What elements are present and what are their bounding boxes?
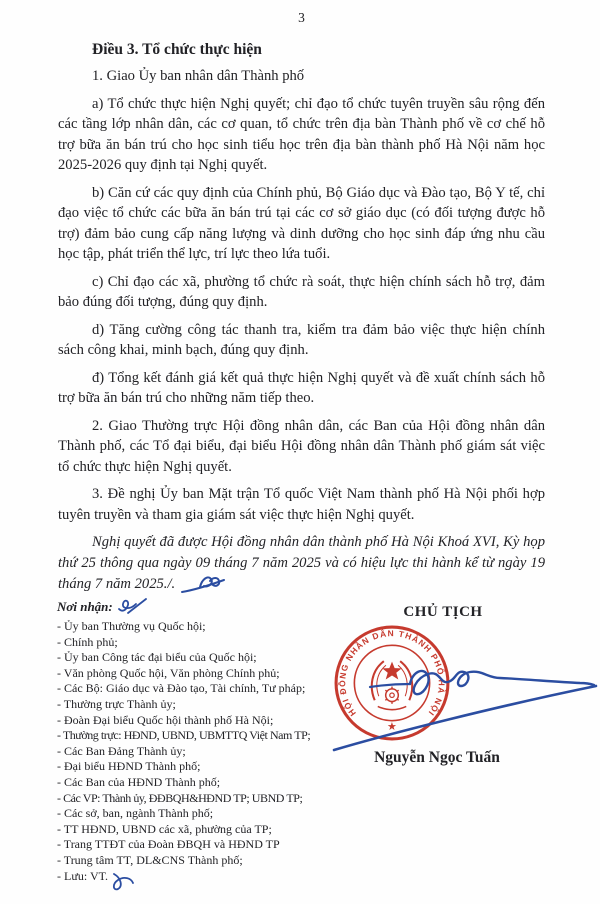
body-paragraph: b) Căn cứ các quy định của Chính phủ, Bộ Giáo dục và Đào tạo, Bộ Y tế, chỉ đạo việc tổ chức các bữa ăn bán trú tại các cơ sở giáo dục (có đối tượng được hỗ trợ) đảm bảo cung cấp năng lượng và dinh dưỡng cho học sinh đáp ứng nhu cầu học tập, phát triển thể lực, trí lực theo lứa tuổi. — [58, 184, 545, 262]
seal-star-icon: ★ — [386, 720, 398, 733]
recipient-item: - Văn phòng Quốc hội, Văn phòng Chính phủ; — [57, 665, 280, 680]
closing-text: Nghị quyết đã được Hội đồng nhân dân thành phố Hà Nội Khoá XVI, Kỳ họp thứ 25 thông qua ngày 09 tháng 7 năm 2025 và có hiệu lực thi hành kể từ ngày 19 tháng 7 năm 2025./. — [58, 534, 545, 592]
body-paragraph: 3. Đề nghị Ủy ban Mặt trận Tổ quốc Việt Nam thành phố Hà Nội phối hợp tuyên truyền và tham gia giám sát việc thực hiện Nghị quyết. — [58, 486, 545, 523]
signer-name: Nguyễn Ngọc Tuấn — [374, 749, 500, 766]
recipient-item: - Ủy ban Công tác đại biểu của Quốc hội; — [57, 650, 257, 665]
body-paragraph: đ) Tổng kết đánh giá kết quả thực hiện Nghị quyết và đề xuất chính sách hỗ trợ bữa ăn bán trú cho những năm tiếp theo. — [58, 369, 545, 406]
recipient-item: - Các Ban Đảng Thành ủy; — [57, 743, 186, 758]
recipients-label: Nơi nhận: — [57, 599, 113, 614]
recipient-item-text: - Lưu: VT. — [57, 868, 109, 883]
recipient-item: - Các Bộ: Giáo dục và Đào tạo, Tài chính, Tư pháp; — [57, 681, 306, 696]
body-paragraph: 1. Giao Ủy ban nhân dân Thành phố — [92, 68, 305, 84]
recipients-list — [57, 619, 357, 893]
page-number: 3 — [298, 10, 305, 25]
signer-title: CHỦ TỊCH — [403, 604, 483, 620]
recipients-block — [57, 597, 357, 893]
body-paragraph: d) Tăng cường công tác thanh tra, kiểm tra đảm bảo việc thực hiện chính sách công khai, minh bạch, đúng quy định. — [58, 321, 545, 358]
recipient-item: - Thường trực Thành ủy; — [57, 696, 176, 711]
recipient-item — [57, 869, 357, 893]
recipient-item: - Các VP: Thành ủy, ĐĐBQH&HĐND TP; UBND TP; — [57, 790, 303, 805]
recipient-item: - Ủy ban Thường vụ Quốc hội; — [57, 619, 206, 633]
recipient-item: - TT HĐND, UBND các xã, phường của TP; — [57, 821, 272, 836]
recipients-label-row — [57, 597, 357, 616]
recipient-item: - Các Ban của HĐND Thành phố; — [57, 774, 221, 789]
body-paragraph: a) Tổ chức thực hiện Nghị quyết; chỉ đạo tổ chức tuyên truyền sâu rộng đến các tầng lớp nhân dân, các cơ quan, tổ chức trên địa bàn Thành phố về cơ chế hỗ trợ bữa ăn bán trú cho học sinh tiểu học trên địa bàn thành phố Hà Nội năm học 2025-2026 quy định tại Nghị quyết. — [58, 95, 545, 173]
body-paragraph: c) Chỉ đạo các xã, phường tổ chức rà soát, thực hiện chính sách hỗ trợ, đảm bảo đúng đối tượng, đúng quy định. — [58, 273, 545, 310]
handwritten-flourish-icon — [109, 871, 137, 893]
recipient-item: - Trang TTĐT của Đoàn ĐBQH và HĐND TP — [57, 837, 280, 852]
seal-circular-text: HỘI ĐỒNG NHÂN DÂN THÀNH PHỐ HÀ NỘI — [337, 628, 447, 719]
closing-paragraph — [58, 532, 545, 595]
recipient-item: - Các sở, ban, ngành Thành phố; — [57, 806, 214, 821]
handwritten-initial-icon — [180, 573, 226, 595]
recipient-item: - Chính phủ; — [57, 634, 118, 649]
recipient-item: - Đại biểu HĐND Thành phố; — [57, 759, 201, 774]
handwritten-check-icon — [116, 597, 150, 615]
recipient-item: - Trung tâm TT, DL&CNS Thành phố; — [57, 852, 243, 867]
recipient-item: - Đoàn Đại biểu Quốc hội thành phố Hà Nội; — [57, 712, 274, 727]
body-paragraph: 2. Giao Thường trực Hội đồng nhân dân, các Ban của Hội đồng nhân dân Thành phố, các Tổ đại biểu, đại biểu Hội đồng nhân dân Thành phố giám sát việc tổ chức thực hiện Nghị quyết. — [58, 417, 545, 475]
recipient-item: - Thường trực: HĐND, UBND, UBMTTQ Việt Nam TP; — [57, 728, 311, 743]
article-heading: Điều 3. Tổ chức thực hiện — [92, 41, 262, 58]
